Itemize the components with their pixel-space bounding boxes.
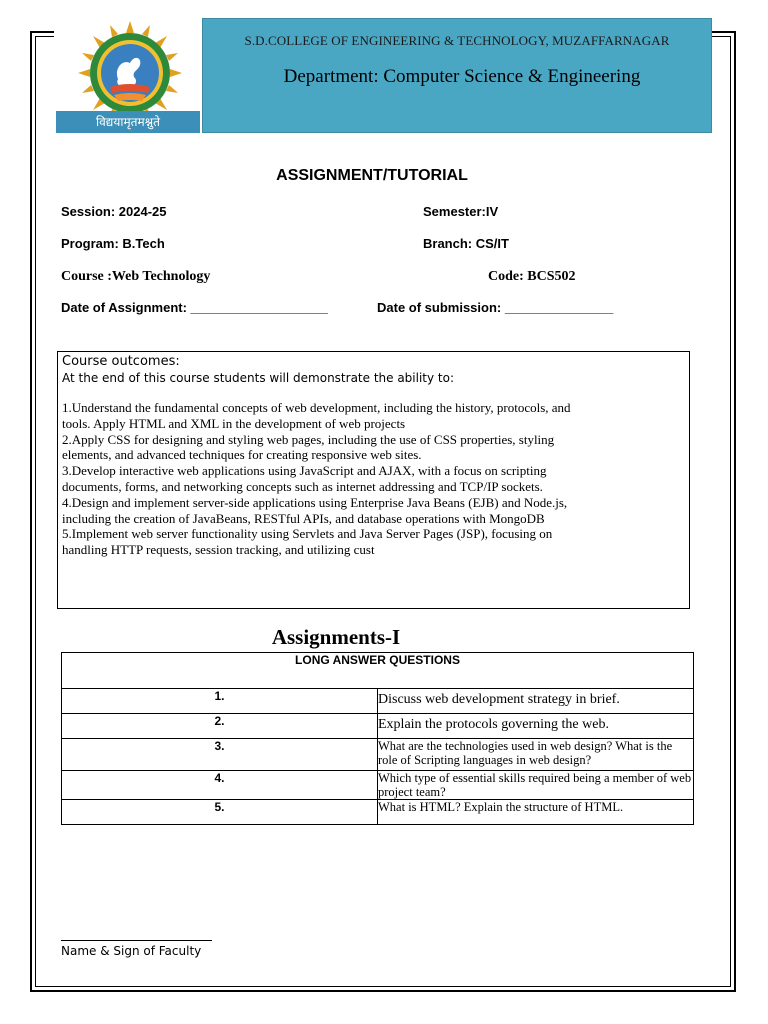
question-text: Explain the protocols governing the web. (378, 714, 694, 739)
questions-table (61, 652, 694, 825)
course-code-field: Code: BCS502 (488, 269, 576, 284)
question-number: 5. (62, 800, 378, 825)
course-outcome-item: 4.Design and implement server-side applications using Enterprise Java Beans (EJB) and Node.js, including the creation of JavaBeans, RESTful APIs, and database operations with MongoDB (62, 494, 568, 526)
program-field: Program: B.Tech (61, 236, 165, 251)
question-text: What is HTML? Explain the structure of HTML. (378, 800, 694, 825)
signature-label: Name & Sign of Faculty (61, 944, 202, 958)
page-title: ASSIGNMENT/TUTORIAL (276, 167, 468, 184)
session-field: Session: 2024-25 (61, 204, 167, 219)
date-of-submission-field: Date of submission: _______________ (377, 300, 614, 315)
course-outcomes-intro: At the end of this course students will demonstrate the ability to: (62, 371, 455, 385)
course-outcomes-box (57, 351, 690, 609)
college-motto: विद्ययामृतमश्नुते (56, 111, 200, 133)
assignments-title: Assignments-I (271, 625, 401, 649)
signature-line (61, 940, 212, 941)
question-text: Discuss web development strategy in brief. (378, 689, 694, 714)
table-row (62, 800, 694, 825)
table-row (62, 771, 694, 800)
question-number: 2. (62, 714, 378, 739)
table-row (62, 739, 694, 771)
course-outcome-item: 5.Implement web server functionality using Servlets and Java Server Pages (JSP), focusing on handling HTTP requests, session tracking, and utilizing cust (62, 526, 553, 558)
course-outcome-item: 2.Apply CSS for designing and styling web pages, including the use of CSS properties, styling elements, and advanced techniques for creating responsive web sites. (62, 431, 555, 463)
semester-field: Semester:IV (423, 204, 499, 219)
course-outcomes-title: Course outcomes: (62, 354, 180, 369)
course-outcome-item: 3.Develop interactive web applications using JavaScript and AJAX, with a focus on scripting documents, forms, and networking concepts such as internet addressing and TCP/IP sockets. (62, 463, 547, 494)
table-row (62, 689, 694, 714)
questions-table-header: LONG ANSWER QUESTIONS (62, 653, 694, 689)
question-number: 1. (62, 689, 378, 714)
question-number: 4. (62, 771, 378, 800)
department-name: Department: Computer Science & Engineering (283, 66, 641, 87)
course-outcome-item: 1.Understand the fundamental concepts of web development, including the history, protocols, and tools. Apply HTML and XML in the development of web projects (62, 400, 571, 431)
table-row (62, 714, 694, 739)
college-name: S.D.COLLEGE OF ENGINEERING & TECHNOLOGY, MUZAFFARNAGAR (244, 33, 670, 48)
course-field: Course :Web Technology (61, 269, 211, 284)
question-number: 3. (62, 739, 378, 771)
question-text: What are the technologies used in web design? What is the role of Scripting languages in web design? (378, 739, 694, 771)
date-of-assignment-field: Date of Assignment: ___________________ (61, 300, 328, 315)
question-text: Which type of essential skills required being a member of web project team? (378, 771, 694, 800)
branch-field: Branch: CS/IT (423, 236, 509, 251)
